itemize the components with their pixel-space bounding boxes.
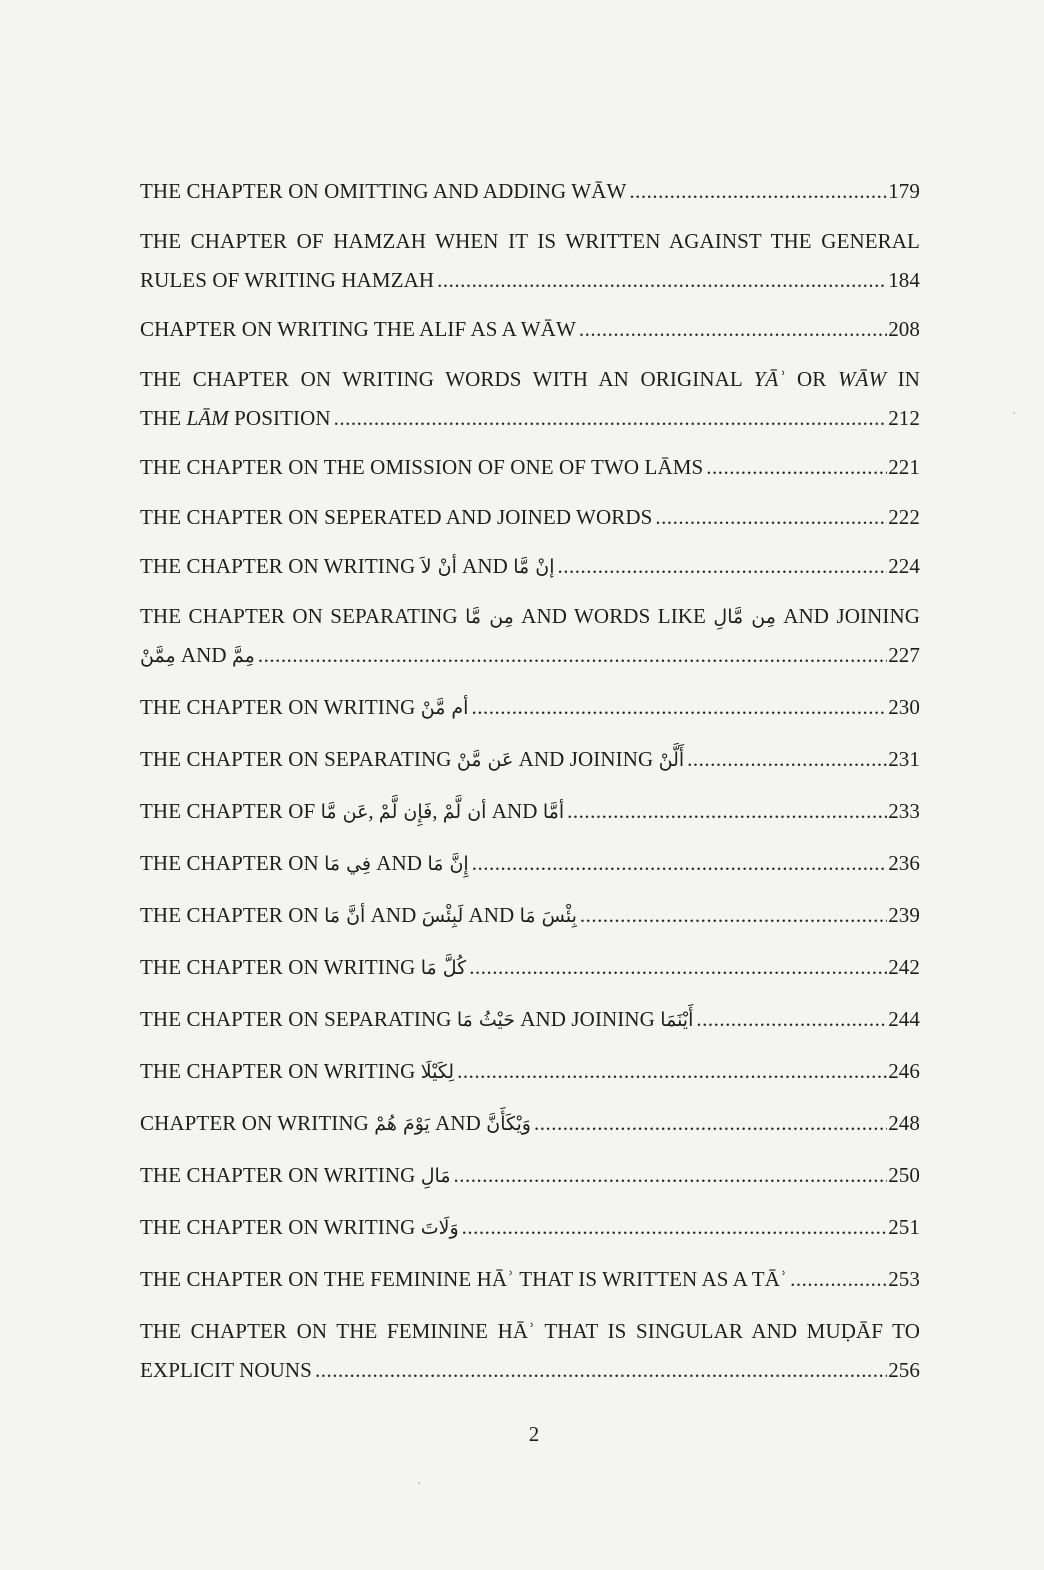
toc-line bbox=[140, 172, 920, 211]
dot-leader bbox=[457, 1052, 887, 1091]
arabic-term: أنْ لاَ bbox=[420, 556, 457, 578]
arabic-term: أن لَّمْ bbox=[442, 800, 487, 823]
arabic-term: أَيْنَمَا bbox=[660, 1008, 694, 1031]
dot-leader bbox=[534, 1104, 887, 1143]
dot-leader bbox=[437, 261, 887, 300]
toc-entry[interactable] bbox=[140, 1104, 920, 1143]
dot-leader bbox=[579, 310, 887, 349]
entry-title-line: THE CHAPTER ON THE FEMININE HĀʾ THAT IS SINGULAR AND MUḌĀF TO bbox=[140, 1318, 920, 1343]
paper-speck bbox=[418, 1482, 420, 1484]
toc-line bbox=[140, 399, 920, 438]
page-ref: 244 bbox=[888, 1006, 920, 1031]
title-part: THE CHAPTER ON bbox=[140, 902, 325, 927]
dot-leader bbox=[558, 547, 888, 586]
dot-leader bbox=[655, 498, 887, 537]
title-part: CHAPTER ON WRITING bbox=[140, 1110, 375, 1135]
dot-leader bbox=[471, 688, 887, 727]
italic-term: WĀW bbox=[837, 366, 887, 391]
toc-entry[interactable] bbox=[140, 1312, 920, 1390]
toc-entry[interactable] bbox=[140, 310, 920, 349]
toc-entry[interactable] bbox=[140, 740, 920, 779]
dot-leader bbox=[258, 636, 887, 675]
title-part: AND bbox=[371, 850, 428, 875]
dot-leader bbox=[469, 948, 887, 987]
title-part: AND WORDS LIKE bbox=[513, 603, 714, 628]
page-ref: 239 bbox=[888, 902, 920, 927]
toc-line bbox=[140, 498, 920, 537]
toc-entry[interactable] bbox=[140, 222, 920, 300]
arabic-term: وَلَاتَ bbox=[420, 1216, 459, 1239]
title-part: THE bbox=[140, 405, 187, 430]
dot-leader bbox=[687, 740, 887, 779]
arabic-term: فَإِن لَّمْ bbox=[378, 800, 433, 823]
title-part: IN bbox=[886, 366, 920, 391]
arabic-term: حَيْثُ مَا bbox=[456, 1008, 516, 1031]
title-part: AND bbox=[365, 902, 422, 927]
title-part: AND bbox=[456, 554, 514, 578]
entry-title: THE CHAPTER ON OMITTING AND ADDING WĀW bbox=[140, 179, 627, 203]
entry-title bbox=[140, 844, 469, 884]
toc-entry[interactable] bbox=[140, 1208, 920, 1247]
dot-leader bbox=[462, 1208, 888, 1247]
toc-line bbox=[140, 688, 920, 727]
page-ref: 222 bbox=[888, 504, 920, 529]
dot-leader bbox=[706, 448, 887, 487]
title-part: AND bbox=[175, 642, 233, 667]
title-part: AND JOINING bbox=[515, 1006, 661, 1031]
toc-entry[interactable] bbox=[140, 1260, 920, 1299]
entry-title-line bbox=[140, 597, 920, 636]
paper-speck bbox=[1013, 412, 1015, 414]
italic-term: LĀM bbox=[186, 405, 229, 430]
toc-entry[interactable] bbox=[140, 448, 920, 487]
toc-line bbox=[140, 1000, 920, 1039]
dot-leader bbox=[315, 1351, 887, 1390]
entry-title bbox=[140, 1052, 454, 1092]
page-ref: 253 bbox=[888, 1266, 920, 1291]
entry-title-line bbox=[140, 360, 920, 399]
entry-title bbox=[140, 636, 255, 676]
toc-line bbox=[140, 1208, 920, 1247]
table-of-contents bbox=[140, 172, 920, 1400]
entry-title: EXPLICIT NOUNS bbox=[140, 1357, 312, 1382]
arabic-term: أَلَّنْ bbox=[658, 748, 685, 771]
entry-title bbox=[140, 740, 684, 780]
entry-title bbox=[140, 792, 564, 832]
title-part: THE CHAPTER ON WRITING bbox=[140, 1058, 421, 1083]
arabic-term: يَوْمَ هُمْ bbox=[374, 1112, 430, 1135]
toc-line bbox=[140, 448, 920, 487]
title-part: THE CHAPTER ON WRITING bbox=[140, 1214, 421, 1239]
page-ref: 242 bbox=[888, 954, 920, 979]
toc-entry[interactable] bbox=[140, 792, 920, 831]
entry-title bbox=[140, 399, 331, 438]
toc-entry[interactable] bbox=[140, 1052, 920, 1091]
toc-line bbox=[140, 310, 920, 349]
page-ref: 251 bbox=[888, 1214, 920, 1239]
title-part: THE CHAPTER ON SEPARATING bbox=[140, 603, 466, 628]
page-ref: 246 bbox=[888, 1058, 920, 1083]
arabic-term: بِئْسَ مَا bbox=[519, 904, 577, 927]
arabic-term: مِمَّ bbox=[232, 644, 255, 667]
toc-entry[interactable] bbox=[140, 844, 920, 883]
title-part: THE CHAPTER ON SEPARATING bbox=[140, 1006, 457, 1031]
toc-line bbox=[140, 1104, 920, 1143]
dot-leader bbox=[629, 172, 887, 211]
toc-line bbox=[140, 896, 920, 935]
toc-line bbox=[140, 740, 920, 779]
arabic-term: مِن مَّالِ bbox=[713, 605, 776, 628]
title-part: THE CHAPTER ON bbox=[140, 850, 325, 875]
title-part: AND bbox=[486, 798, 543, 823]
entry-title: THE CHAPTER ON SEPERATED AND JOINED WORDS bbox=[140, 504, 653, 529]
page-ref: 212 bbox=[888, 405, 920, 430]
toc-line bbox=[140, 261, 920, 300]
arabic-term: عَن مَّا bbox=[320, 800, 369, 823]
title-part: THE CHAPTER ON SEPARATING bbox=[140, 746, 457, 771]
toc-entry[interactable] bbox=[140, 498, 920, 537]
title-part: , bbox=[432, 798, 443, 823]
dot-leader bbox=[454, 1156, 888, 1195]
dot-leader bbox=[472, 844, 888, 883]
toc-entry[interactable] bbox=[140, 688, 920, 727]
entry-title bbox=[140, 547, 555, 587]
entry-title bbox=[140, 688, 468, 728]
entry-title: THE CHAPTER ON THE FEMININE HĀʾ THAT IS WRITTEN AS A TĀʾ bbox=[140, 1266, 788, 1291]
entry-title: THE CHAPTER ON THE OMISSION OF ONE OF TWO LĀMS bbox=[140, 455, 704, 479]
toc-entry[interactable] bbox=[140, 547, 920, 586]
page-ref: 231 bbox=[888, 746, 920, 771]
page-ref: 256 bbox=[888, 1357, 920, 1382]
title-part: OR bbox=[785, 366, 838, 391]
toc-line bbox=[140, 1156, 920, 1195]
toc-entry[interactable] bbox=[140, 1000, 920, 1039]
dot-leader bbox=[696, 1000, 887, 1039]
entry-title bbox=[140, 1156, 451, 1196]
entry-title bbox=[140, 1104, 531, 1144]
arabic-term: لِكَيْلَا bbox=[420, 1060, 455, 1083]
title-part: THE CHAPTER ON WRITING WORDS WITH AN ORIGINAL bbox=[140, 366, 754, 391]
title-part: THE CHAPTER ON WRITING bbox=[140, 954, 421, 979]
toc-entry[interactable] bbox=[140, 948, 920, 987]
dot-leader bbox=[790, 1260, 887, 1299]
toc-entry[interactable] bbox=[140, 172, 920, 211]
dot-leader bbox=[334, 399, 888, 438]
page-ref: 230 bbox=[888, 694, 920, 719]
entry-title: CHAPTER ON WRITING THE ALIF AS A WĀW bbox=[140, 317, 576, 341]
title-part: AND JOINING bbox=[775, 603, 920, 628]
toc-line bbox=[140, 1260, 920, 1299]
page-number: 2 bbox=[528, 1422, 540, 1446]
page-ref: 248 bbox=[888, 1110, 920, 1135]
title-part: AND bbox=[429, 1110, 487, 1135]
arabic-term: مِن مَّا bbox=[465, 605, 514, 628]
title-part: THE CHAPTER ON WRITING bbox=[140, 694, 421, 719]
title-part: POSITION bbox=[228, 405, 331, 430]
arabic-term: أمَّا bbox=[542, 800, 565, 823]
arabic-term: فِي مَا bbox=[324, 852, 372, 875]
dot-leader bbox=[580, 896, 887, 935]
arabic-term: لَبِئْسَ bbox=[421, 904, 464, 927]
arabic-term: مِمَّنْ bbox=[140, 644, 176, 667]
italic-term: YĀʾ bbox=[753, 366, 786, 391]
page-ref: 224 bbox=[888, 554, 920, 578]
page-ref: 208 bbox=[888, 317, 920, 341]
title-part: , bbox=[368, 798, 379, 823]
toc-entry[interactable] bbox=[140, 597, 920, 675]
entry-title: RULES OF WRITING HAMZAH bbox=[140, 267, 435, 292]
entry-title bbox=[140, 896, 577, 936]
toc-line bbox=[140, 948, 920, 987]
page-ref: 184 bbox=[888, 267, 920, 292]
toc-line bbox=[140, 1351, 920, 1390]
arabic-term: كُلَّ مَا bbox=[420, 956, 467, 979]
title-part: AND bbox=[463, 902, 520, 927]
title-part: THE CHAPTER OF bbox=[140, 798, 321, 823]
entry-title-line: THE CHAPTER OF HAMZAH WHEN IT IS WRITTEN AGAINST THE GENERAL bbox=[140, 228, 920, 253]
title-part: THE CHAPTER ON WRITING bbox=[140, 554, 421, 578]
entry-title bbox=[140, 948, 466, 988]
toc-entry[interactable] bbox=[140, 360, 920, 438]
toc-line bbox=[140, 792, 920, 831]
page-ref: 233 bbox=[888, 798, 920, 823]
page-ref: 227 bbox=[888, 642, 920, 667]
page-ref: 250 bbox=[888, 1162, 920, 1187]
page-ref: 221 bbox=[888, 455, 920, 479]
page-ref: 236 bbox=[888, 850, 920, 875]
arabic-term: إنْ مَّا bbox=[513, 556, 555, 578]
page-ref: 179 bbox=[888, 179, 920, 203]
arabic-term: أم مَّنْ bbox=[420, 696, 469, 719]
arabic-term: عَن مَّنْ bbox=[456, 748, 514, 771]
entry-title bbox=[140, 1000, 693, 1040]
toc-line bbox=[140, 844, 920, 883]
arabic-term: أنَّ مَا bbox=[324, 904, 366, 927]
dot-leader bbox=[567, 792, 887, 831]
toc-line bbox=[140, 636, 920, 675]
arabic-term: وَيْكَأَنَّ bbox=[486, 1112, 531, 1135]
entry-title bbox=[140, 1208, 459, 1248]
toc-entry[interactable] bbox=[140, 1156, 920, 1195]
toc-line bbox=[140, 1052, 920, 1091]
title-part: THE CHAPTER ON WRITING bbox=[140, 1162, 421, 1187]
title-part: AND JOINING bbox=[513, 746, 659, 771]
arabic-term: إِنَّ مَا bbox=[427, 852, 469, 875]
toc-line bbox=[140, 547, 920, 586]
arabic-term: مَالِ bbox=[420, 1164, 451, 1187]
toc-entry[interactable] bbox=[140, 896, 920, 935]
